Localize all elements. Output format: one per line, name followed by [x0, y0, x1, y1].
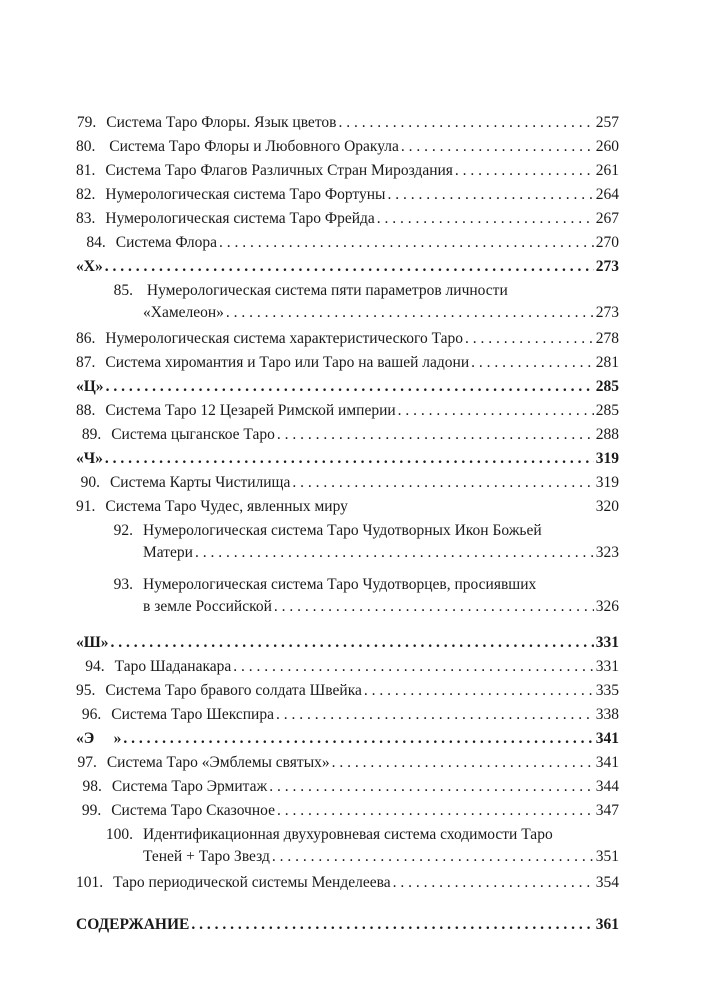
entry-number: 91. — [76, 498, 96, 515]
toc-entry-101 — [76, 872, 619, 894]
entry-page: 319 — [595, 474, 619, 491]
entry-number: 99. — [81, 802, 102, 819]
section-title: «Э » — [76, 730, 122, 747]
entry-title: в земле Российской — [143, 598, 272, 615]
entry-title: Система цыганское Таро — [111, 426, 275, 443]
entry-title: Матери — [143, 544, 193, 561]
entry-page: 354 — [595, 874, 619, 891]
entry-number: 86. — [76, 330, 96, 347]
entry-page: 273 — [595, 304, 619, 321]
entry-number: 93. — [113, 576, 133, 593]
entry-page: 335 — [595, 682, 619, 699]
entry-number: 97. — [77, 754, 97, 771]
entry-page: 341 — [595, 754, 619, 771]
entry-number: 87. — [76, 354, 96, 371]
toc-entry-97 — [76, 752, 619, 774]
toc-section-contents — [76, 914, 619, 936]
entry-number: 96. — [81, 706, 102, 723]
entry-page: 288 — [595, 426, 619, 443]
toc-entry-81 — [76, 160, 619, 182]
toc-entry-79 — [76, 112, 619, 134]
entry-number: 85. — [113, 282, 133, 299]
entry-number: 80. — [76, 138, 96, 155]
entry-title: Теней + Таро Звезд — [143, 848, 270, 865]
entry-title: Нумерологическая система Таро Фортуны — [105, 186, 386, 203]
entry-number: 89. — [81, 426, 102, 443]
entry-title: Система Таро Шекспира — [111, 706, 274, 723]
toc-entry-89 — [76, 424, 619, 446]
toc-entry-83 — [76, 208, 619, 230]
section-page: 341 — [595, 730, 619, 747]
entry-page: 260 — [595, 138, 619, 155]
section-page: 273 — [595, 258, 619, 275]
entry-title-line: Нумерологическая система пяти параметров личности — [143, 282, 508, 299]
entry-title: Система Таро Чудес, явленных миру — [105, 498, 348, 515]
entry-page: 281 — [595, 354, 619, 371]
entry-number: 82. — [76, 186, 96, 203]
toc-section-ch — [76, 448, 619, 470]
section-title: «Ч» — [76, 450, 103, 467]
toc-entry-92 — [76, 520, 619, 564]
entry-page: 264 — [595, 186, 619, 203]
entry-page: 323 — [595, 544, 619, 561]
toc-section-e — [76, 728, 619, 750]
entry-page: 267 — [595, 210, 619, 227]
entry-title: Система Таро бравого солдата Швейка — [105, 682, 362, 699]
toc-entry-93 — [76, 574, 619, 618]
entry-title: Система Таро Флагов Различных Стран Мироздания — [105, 162, 453, 179]
entry-number: 95. — [76, 682, 96, 699]
entry-title: Система Карты Чистилища — [109, 474, 291, 491]
section-page: 319 — [595, 450, 619, 467]
entry-title: Система Флора — [115, 234, 218, 251]
entry-page: 338 — [595, 706, 619, 723]
section-title: «Х» — [76, 258, 103, 275]
entry-number: 88. — [76, 402, 96, 419]
toc-entry-88 — [76, 400, 619, 422]
toc-entry-100 — [76, 824, 619, 868]
entry-title: Нумерологическая система характеристического Таро — [105, 330, 464, 347]
toc-entry-80 — [76, 136, 619, 158]
entry-title: Система Таро Сказочное — [111, 802, 275, 819]
toc-entry-95 — [76, 680, 619, 702]
toc-entry-85 — [76, 280, 619, 324]
toc-section-sh — [76, 632, 619, 654]
entry-number: 100. — [105, 826, 133, 843]
entry-title-line: Нумерологическая система Таро Чудотворных Икон Божьей — [143, 522, 542, 539]
entry-number: 101. — [76, 874, 104, 891]
entry-page: 344 — [595, 778, 619, 795]
entry-number: 81. — [76, 162, 96, 179]
section-title: «Ц» — [76, 378, 104, 395]
entry-title: Нумерологическая система Таро Фрейда — [105, 210, 375, 227]
entry-page: 320 — [595, 498, 619, 515]
entry-title: Система Таро Эрмитаж — [111, 778, 268, 795]
toc-section-ts — [76, 376, 619, 398]
entry-number: 92. — [113, 522, 133, 539]
entry-title-line: Идентификационная двухуровневая система сходимости Таро — [143, 826, 553, 843]
entry-title: «Хамелеон» — [143, 304, 224, 321]
entry-number: 79. — [76, 114, 97, 131]
entry-title: Система Таро «Эмблемы святых» — [106, 754, 330, 771]
section-page: 285 — [595, 378, 619, 395]
entry-title: Система Таро Флоры и Любовного Оракула — [105, 138, 399, 155]
toc-entry-90 — [76, 472, 619, 494]
toc-entry-87 — [76, 352, 619, 374]
toc-entry-91 — [76, 496, 619, 518]
entry-number: 98. — [82, 778, 102, 795]
entry-number: 94. — [85, 658, 105, 675]
entry-title: Таро периодической системы Менделеева — [113, 874, 391, 891]
toc-section-kh — [76, 256, 619, 278]
entry-number: 83. — [76, 210, 96, 227]
section-title: СОДЕРЖАНИЕ — [76, 916, 190, 933]
toc-entry-82 — [76, 184, 619, 206]
entry-title: Таро Шаданакара — [114, 658, 232, 675]
entry-title-line: Нумерологическая система Таро Чудотворцев, просиявших — [143, 576, 537, 593]
entry-page: 270 — [595, 234, 619, 251]
toc-entry-86 — [76, 328, 619, 350]
entry-title: Система Таро Флоры. Язык цветов — [106, 114, 337, 131]
entry-page: 326 — [595, 598, 619, 615]
entry-page: 261 — [595, 162, 619, 179]
entry-page: 257 — [595, 114, 619, 131]
toc-entry-99 — [76, 800, 619, 822]
section-title: «Ш» — [76, 634, 109, 651]
entry-page: 351 — [595, 848, 619, 865]
toc-entry-98 — [76, 776, 619, 798]
entry-number: 90. — [80, 474, 100, 491]
toc-entry-84 — [76, 232, 619, 254]
section-page: 361 — [595, 916, 619, 933]
entry-page: 331 — [595, 658, 619, 675]
section-page: 331 — [595, 634, 619, 651]
entry-page: 347 — [595, 802, 619, 819]
entry-title: Система Таро 12 Цезарей Римской империи — [105, 402, 396, 419]
entry-page: 285 — [595, 402, 619, 419]
toc-entry-96 — [76, 704, 619, 726]
entry-number: 84. — [86, 234, 106, 251]
entry-page: 278 — [595, 330, 619, 347]
entry-title: Система хиромантия и Таро или Таро на вашей ладони — [105, 354, 470, 371]
toc-entry-94 — [76, 656, 619, 678]
